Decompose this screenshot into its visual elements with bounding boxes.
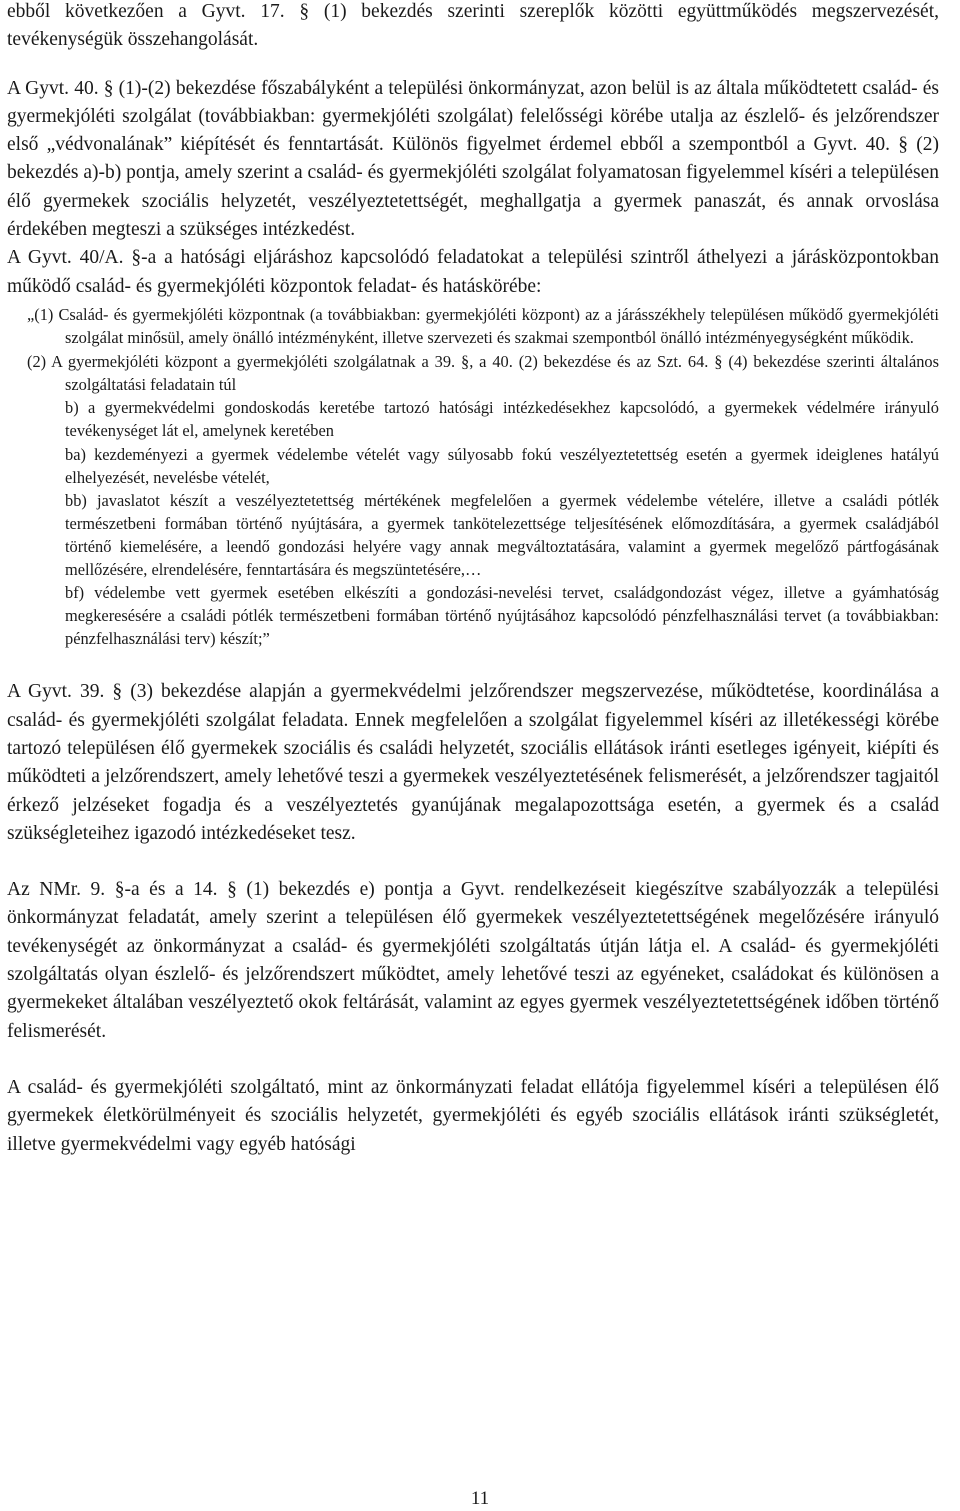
quote-point-bb: bb) javaslatot készít a veszélyeztetettség mértékének megfelelően a gyermek védelembe vételére, illetve a családi pótlék természetbeni formában történő nyújtására, a gyermek tankötelezettsége teljesítésének előmozdítására, a gyermek családjából történő kiemelésére, a leendő gondozási helyére vagy annak megváltoztatására, valamint a gyermek megelőző pártfogásának mellőzésére, elrendelésére, fenntartására és megszüntetésére,…	[65, 490, 939, 579]
paragraph-gyvt-40a: A Gyvt. 40/A. §-a a hatósági eljáráshoz kapcsolódó feladatokat a települési szintről áthelyezi a járásközpontokban működő család- és gyermekjóléti központok feladat- és hatáskörébe:	[7, 247, 939, 297]
quote-point-bf: bf) védelembe vett gyermek esetében elkészíti a gondozási-nevelési tervet, családgondozást végez, illetve a gyámhatóság megkeresésére a családi pótlék természetbeni formában történő nyújtásához kapcsolódó pénzfelhasználási tervet (a továbbiakban: pénzfelhasználási terv) készít;”	[65, 583, 939, 649]
page-number: 11	[470, 1488, 490, 1509]
legal-quote	[7, 303, 939, 650]
paragraph-szolgaltato: A család- és gyermekjóléti szolgáltató, mint az önkormányzati feladat ellátója figyelemmel kíséri a településen élő gyermekek életkörülményeit és szociális helyzetét, gyermekjóléti és egyéb szociális ellátások iránti szükségletét, illetve gyermekvédelmi vagy egyéb hatósági	[7, 1076, 939, 1155]
paragraph-continuation: ebből következően a Gyvt. 17. § (1) bekezdés szerinti szereplők közötti együttműködés megszervezését, tevékenységük összehangolását.	[7, 1, 939, 51]
paragraph-gyvt-39: A Gyvt. 39. § (3) bekezdése alapján a gyermekvédelmi jelzőrendszer megszervezése, működtetése, koordinálása a család- és gyermekjóléti szolgálat feladata. Ennek megfelelően a szolgálat figyelemmel kíséri az illetékességi körébe tartozó településen élő gyermekek szociális és családi helyzetét, szociális ellátások iránti esetleges igényeit, kiépíti és működteti a jelzőrendszert, amely lehetővé teszi a gyermekek veszélyeztetésének felismerését, a jelzőrendszer tagjaitól érkező jelzéseket fogadja és a veszélyeztetés gyanújának megalapozottsága esetén, a gyermek és a család szükségleteihez igazodó intézkedéseket tesz.	[7, 681, 939, 844]
quote-point-b: b) a gyermekvédelmi gondoskodás keretébe tartozó hatósági intézkedésekhez kapcsolódó, a gyermekek védelmére irányuló tevékenységet lát el, amelynek keretében	[65, 398, 939, 441]
document-page	[7, 0, 939, 1159]
quote-point-ba: ba) kezdeményezi a gyermek védelembe vételét vagy súlyosabb fokú veszélyeztetettség esetén a gyermek ideiglenes hatályú elhelyezését, nevelésbe vételét,	[65, 444, 939, 487]
quote-paragraph-2: (2) A gyermekjóléti központ a gyermekjóléti szolgálatnak a 39. §, a 40. (2) bekezdése és az Szt. 64. § (4) bekezdése szerinti általános szolgáltatási feladatain túl	[27, 352, 939, 395]
paragraph-gyvt-40: A Gyvt. 40. § (1)-(2) bekezdése főszabályként a települési önkormányzat, azon belül is az általa működtetett család- és gyermekjóléti szolgálat (továbbiakban: gyermekjóléti szolgálat) felelősségi körébe utalja az észlelő- és jelzőrendszer első „védvonalának” kiépítését és fenntartását. Különös figyelmet érdemel ebből a szempontból a Gyvt. 40. § (2) bekezdés a)-b) pontja, amely szerint a család- és gyermekjóléti szolgálat folyamatosan figyelemmel kíséri a településen élő gyermekek szociális helyzetét, veszélyeztetettségét, meghallgatja a gyermek panaszát, és annak orvoslása érdekében megteszi a szükséges intézkedést.	[7, 77, 939, 241]
paragraph-nmr: Az NMr. 9. §-a és a 14. § (1) bekezdés e) pontja a Gyvt. rendelkezéseit kiegészítve szabályozzák a települési önkormányzat feladatát, amely szerint a településen élő gyermekek veszélyeztetettségének megelőzésére irányuló tevékenységét az önkormányzat a család- és gyermekjóléti szolgáltatás útján látja el. A család- és gyermekjóléti szolgáltatás olyan észlelő- és jelzőrendszert működtet, amely lehetővé teszi az egyéneket, családokat és különösen a gyermekeket általában veszélyeztető okok feltárását, valamint az egyes gyermek veszélyeztetettségének időben történő felismerését.	[7, 879, 939, 1042]
quote-paragraph-1: „(1) Család- és gyermekjóléti központnak (a továbbiakban: gyermekjóléti központ) az a járásszékhely településen működő gyermekjóléti szolgálat minősül, amely önálló intézményként, illetve szervezeti és szakmai szempontból önálló intézményegységként működik.	[27, 304, 939, 348]
